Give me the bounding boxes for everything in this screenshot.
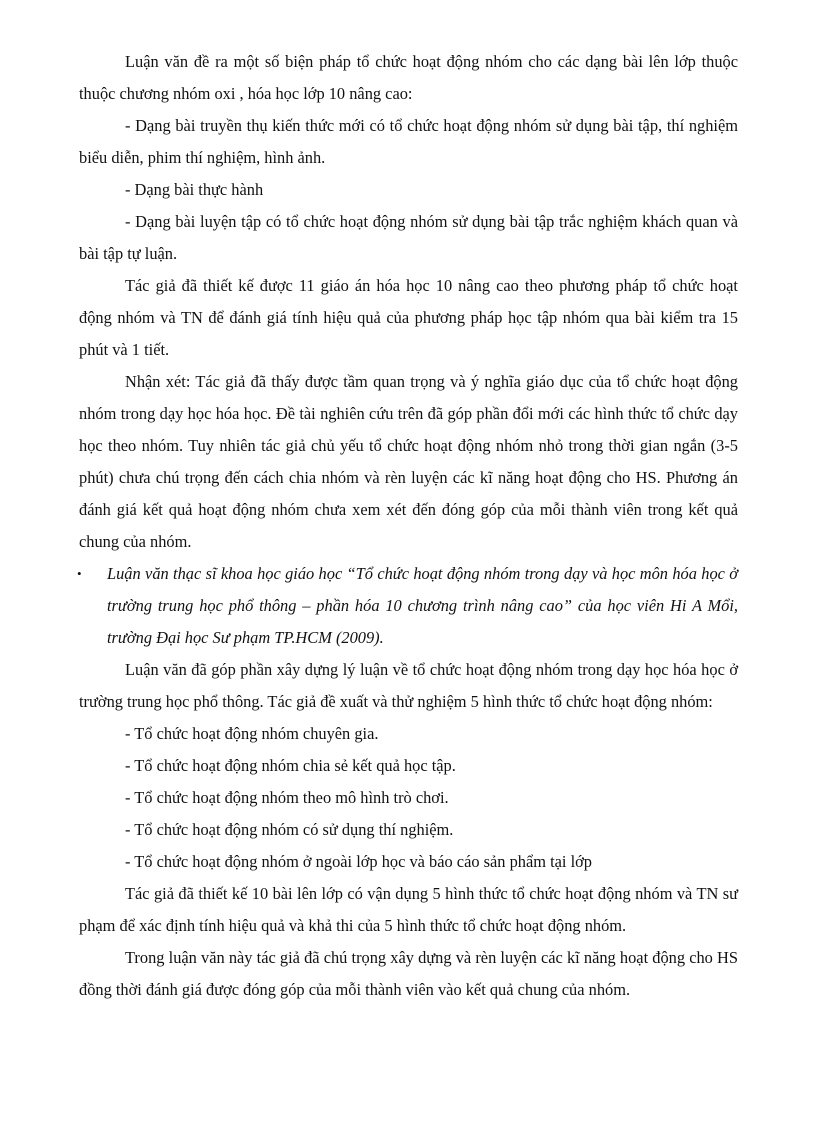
bullet-thesis-text: Luận văn thạc sĩ khoa học giáo học “Tổ chức hoạt động nhóm trong dạy và học môn hóa học ở trường trung học phổ thông – phần hóa 10 chương trình nâng cao” của học viên Hi A Mổi, trường Đại học Sư phạm TP.HCM (2009). xyxy=(107,564,738,647)
bullet-icon: • xyxy=(77,566,82,581)
list-item-expert-group: - Tổ chức hoạt động nhóm chuyên gia. xyxy=(125,724,379,743)
list-item-experiment-group: - Tổ chức hoạt động nhóm có sử dụng thí nghiệm. xyxy=(125,820,454,839)
list-item-game-group: - Tổ chức hoạt động nhóm theo mô hình trò chơi. xyxy=(125,788,449,807)
list-item-lesson-type-new-knowledge: - Dạng bài truyền thụ kiến thức mới có tổ chức hoạt động nhóm sử dụng bài tập, thí nghiệm biểu diễn, phim thí nghiệm, hình ảnh. xyxy=(79,116,738,167)
paragraph-thesis-contribution: Luận văn đã góp phần xây dựng lý luận về tổ chức hoạt động nhóm trong dạy học hóa học ở trường trung học phổ thông. Tác giả đề xuất và thử nghiệm 5 hình thức tổ chức hoạt động nhóm: xyxy=(79,660,738,711)
list-item-lesson-type-review: - Dạng bài luyện tập có tổ chức hoạt động nhóm sử dụng bài tập trắc nghiệm khách quan và bài tập tự luận. xyxy=(79,212,738,263)
list-item-outdoor-group: - Tổ chức hoạt động nhóm ở ngoài lớp học và báo cáo sản phẩm tại lớp xyxy=(125,852,593,871)
document-page xyxy=(79,46,738,1006)
paragraph-skills-focus: Trong luận văn này tác giả đã chú trọng xây dựng và rèn luyện các kĩ năng hoạt động cho HS đồng thời đánh giá được đóng góp của mỗi thành viên vào kết quả chung của nhóm. xyxy=(79,948,738,999)
paragraph-ten-lessons: Tác giả đã thiết kế 10 bài lên lớp có vận dụng 5 hình thức tổ chức hoạt động nhóm và TN sư phạm để xác định tính hiệu quả và khả thi của 5 hình thức tổ chức hoạt động nhóm. xyxy=(79,884,738,935)
list-item-sharing-group: - Tổ chức hoạt động nhóm chia sẻ kết quả học tập. xyxy=(125,756,456,775)
list-item-lesson-type-practice: - Dạng bài thực hành xyxy=(125,180,264,199)
paragraph-remarks: Nhận xét: Tác giả đã thấy được tầm quan trọng và ý nghĩa giáo dục của tổ chức hoạt động nhóm trong dạy học hóa học. Đề tài nghiên cứu trên đã góp phần đổi mới các hình thức tổ chức dạy học theo nhóm. Tuy nhiên tác giả chủ yếu tổ chức hoạt động nhóm nhỏ trong thời gian ngắn (3-5 phút) chưa chú trọng đến cách chia nhóm và rèn luyện các kĩ năng hoạt động cho HS. Phương án đánh giá kết quả hoạt động nhóm chưa xem xét đến đóng góp của mỗi thành viên trong kết quả chung của nhóm. xyxy=(79,372,738,551)
paragraph-intro: Luận văn đề ra một số biện pháp tổ chức hoạt động nhóm cho các dạng bài lên lớp thuộc thuộc chương nhóm oxi , hóa học lớp 10 nâng cao: xyxy=(79,52,738,103)
paragraph-lesson-plans: Tác giả đã thiết kế được 11 giáo án hóa học 10 nâng cao theo phương pháp tổ chức hoạt động nhóm và TN để đánh giá tính hiệu quả của phương pháp học tập nhóm qua bài kiểm tra 15 phút và 1 tiết. xyxy=(79,276,738,359)
bullet-thesis-reference xyxy=(79,558,738,654)
